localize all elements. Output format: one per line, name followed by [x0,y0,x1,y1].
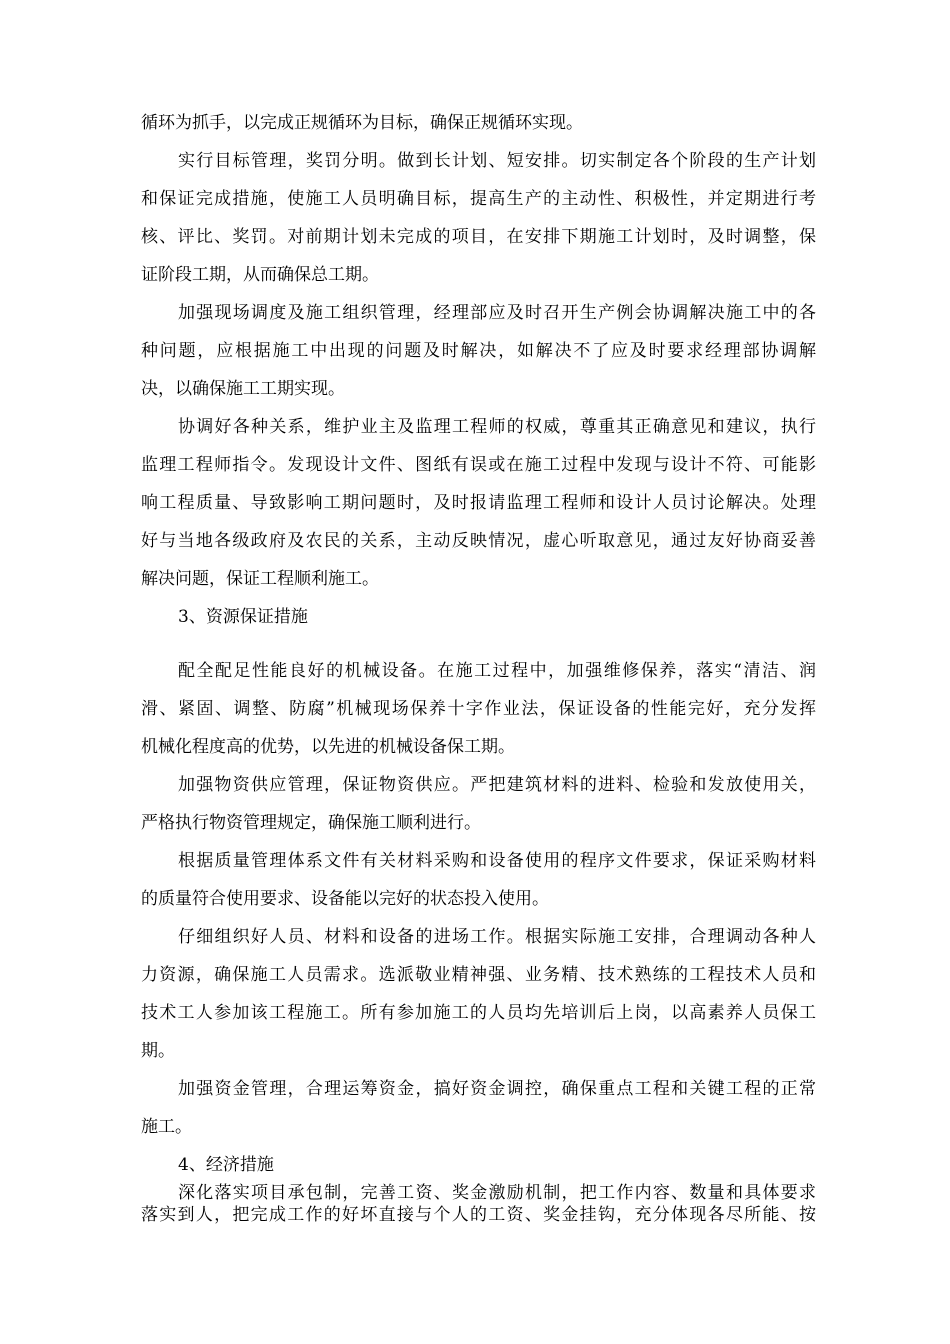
text-line: 加强现场调度及施工组织管理，经理部应及时召开生产例会协调解决施工中的各 [178,303,816,323]
text-line: 技术工人参加该工程施工。所有参加施工的人员均先培训后上岗，以高素养人员保工 [141,1003,816,1023]
text-line: 施工。 [141,1117,192,1137]
text-line: 深化落实项目承包制，完善工资、奖金激励机制，把工作内容、数量和具体要求 [178,1183,816,1203]
text-line: 机械化程度高的优势，以先进的机械设备保工期。 [141,737,515,757]
text-line: 响工程质量、导致影响工期问题时，及时报请监理工程师和设计人员讨论解决。处理 [141,493,816,513]
section-heading: 4、经济措施 [178,1155,274,1175]
text-line: 证阶段工期，从而确保总工期。 [141,265,379,285]
text-line: 决，以确保施工工期实现。 [141,379,345,399]
section-heading: 3、资源保证措施 [178,607,308,627]
text-line: 实行目标管理，奖罚分明。做到长计划、短安排。切实制定各个阶段的生产计划 [178,151,816,171]
text-line: 滑、紧固、调整、防腐”机械现场保养十字作业法，保证设备的性能完好，充分发挥 [141,699,816,719]
text-line: 协调好各种关系，维护业主及监理工程师的权威，尊重其正确意见和建议，执行 [178,417,816,437]
text-line: 仔细组织好人员、材料和设备的进场工作。根据实际施工安排，合理调动各种人 [178,927,816,947]
text-line: 和保证完成措施，使施工人员明确目标，提高生产的主动性、积极性，并定期进行考 [141,189,816,209]
text-line: 配全配足性能良好的机械设备。在施工过程中，加强维修保养，落实“清洁、润 [178,661,816,681]
text-line: 循环为抓手，以完成正规循环为目标，确保正规循环实现。 [141,113,583,133]
text-line: 期。 [141,1041,175,1061]
text-line: 解决问题，保证工程顺利施工。 [141,569,379,589]
text-line: 严格执行物资管理规定，确保施工顺利进行。 [141,813,481,833]
text-line: 好与当地各级政府及农民的关系，主动反映情况，虚心听取意见，通过友好协商妥善 [141,531,816,551]
text-line: 根据质量管理体系文件有关材料采购和设备使用的程序文件要求，保证采购材料 [178,851,816,871]
text-line: 加强物资供应管理，保证物资供应。严把建筑材料的进料、检验和发放使用关， [178,775,816,795]
text-line: 落实到人，把完成工作的好坏直接与个人的工资、奖金挂钩，充分体现各尽所能、按 [141,1205,816,1225]
text-line: 力资源，确保施工人员需求。选派敬业精神强、业务精、技术熟练的工程技术人员和 [141,965,816,985]
text-line: 种问题，应根据施工中出现的问题及时解决，如解决不了应及时要求经理部协调解 [141,341,816,361]
text-line: 加强资金管理，合理运筹资金，搞好资金调控，确保重点工程和关键工程的正常 [178,1079,816,1099]
text-line: 的质量符合使用要求、设备能以完好的状态投入使用。 [141,889,549,909]
text-line: 核、评比、奖罚。对前期计划未完成的项目，在安排下期施工计划时，及时调整，保 [141,227,816,247]
text-line: 监理工程师指令。发现设计文件、图纸有误或在施工过程中发现与设计不符、可能影 [141,455,816,475]
